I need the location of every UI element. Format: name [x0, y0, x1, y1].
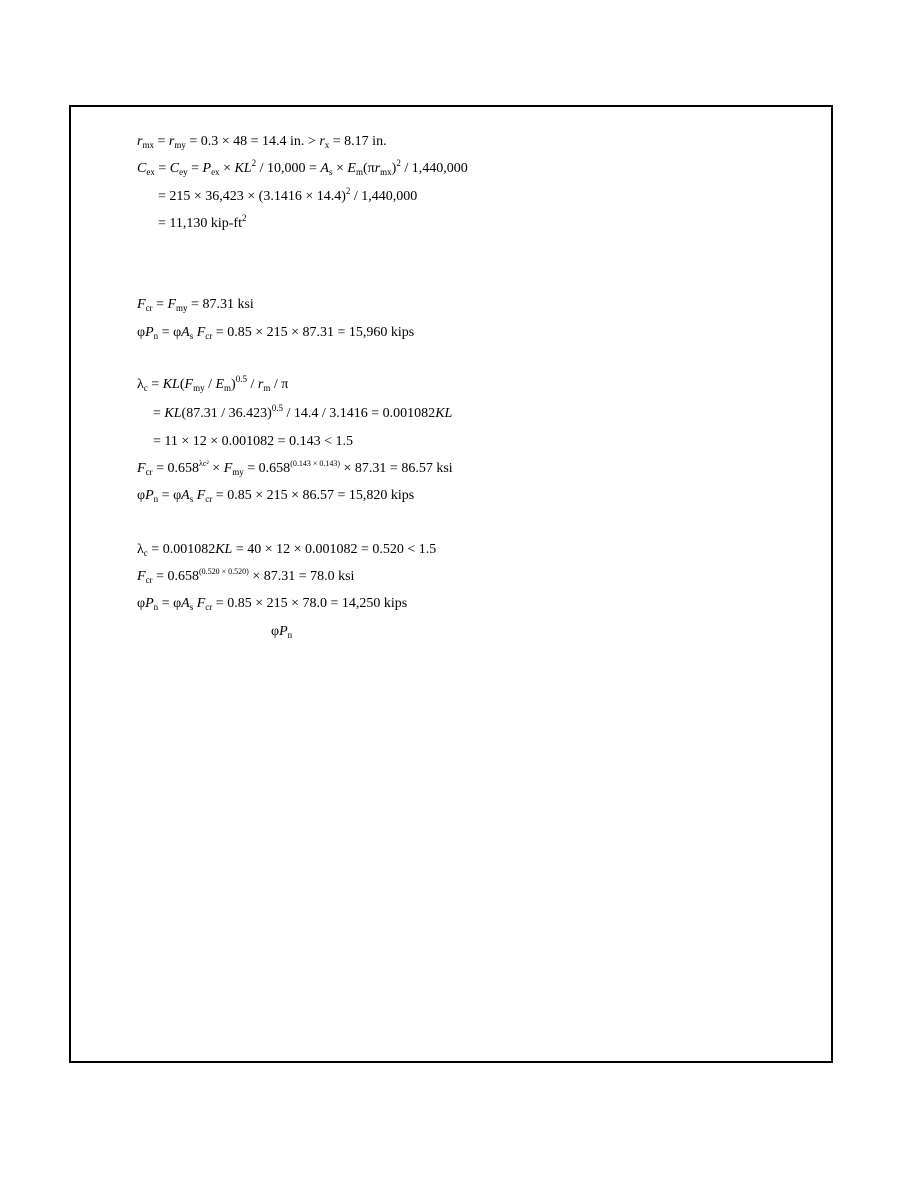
equation-euler-load: $C_{ex} = C_{ey} = P_{ex} \times KL^2 / 10,000 = A_s \times E_m(\pi r_{mx})^2 / 1,440,000$	[137, 158, 468, 177]
equation-slenderness-substitution: = KL(87.31 / 36.423)$^{0.5}$ / 14.4 / 3.1416 = 0.001082KL	[153, 403, 453, 421]
symbol-design-strength: $\varphi P_n$	[271, 624, 293, 640]
equation-design-strength-a: $\varphi P_n = \varphi A_s$ $F_{cr} = 0.85 \times 215 \times 87.31 = 15,960$ kips	[137, 325, 415, 341]
equation-design-strength-b: $\varphi P_n = \varphi A_s$ $F_{cr} = 0.85 \times 215 \times 86.57 = 15,820$ kips	[137, 488, 415, 504]
equation-critical-stress-b: $F_{cr} = 0.658^{\lambda c^2} \times F_{my} = 0.658^{(0.143 \times 0.143)} \times 87.31 = 86.57$ ksi	[137, 459, 453, 477]
equation-slenderness-definition: $\lambda_c = KL(F_{my} / E_m)^{0.5} / r_m / \pi$	[137, 374, 289, 393]
equation-radius-gyration: $r_{mx} = r_{my} = 0.3 \times 48 = 14.4$ in. > $r_x = 8.17$ in.	[137, 134, 387, 150]
equation-slenderness-result-b: $\lambda_c = 0.001082KL = 40 \times 12 \times 0.001082 = 0.520 < 1.5$	[137, 542, 437, 558]
equation-slenderness-result-a: = 11 × 12 × 0.001082 = 0.143 < 1.5	[153, 434, 353, 449]
equation-critical-stress-c: $F_{cr} = 0.658^{(0.520 \times 0.520)} \times 87.31 = 78.0$ ksi	[137, 567, 355, 585]
equation-euler-substitution: = $215 \times 36,423 \times (3.1416 \times 14.4)^2 / 1,440,000$	[158, 186, 418, 204]
equation-design-strength-c: $\varphi P_n = \varphi A_s$ $F_{cr} = 0.85 \times 215 \times 78.0 = 14,250$ kips	[137, 596, 408, 612]
equation-euler-result: = 11,130 kip-$ft^2$	[158, 213, 247, 231]
equation-critical-stress-a: $F_{cr} = F_{my} = 87.31$ ksi	[137, 297, 254, 313]
